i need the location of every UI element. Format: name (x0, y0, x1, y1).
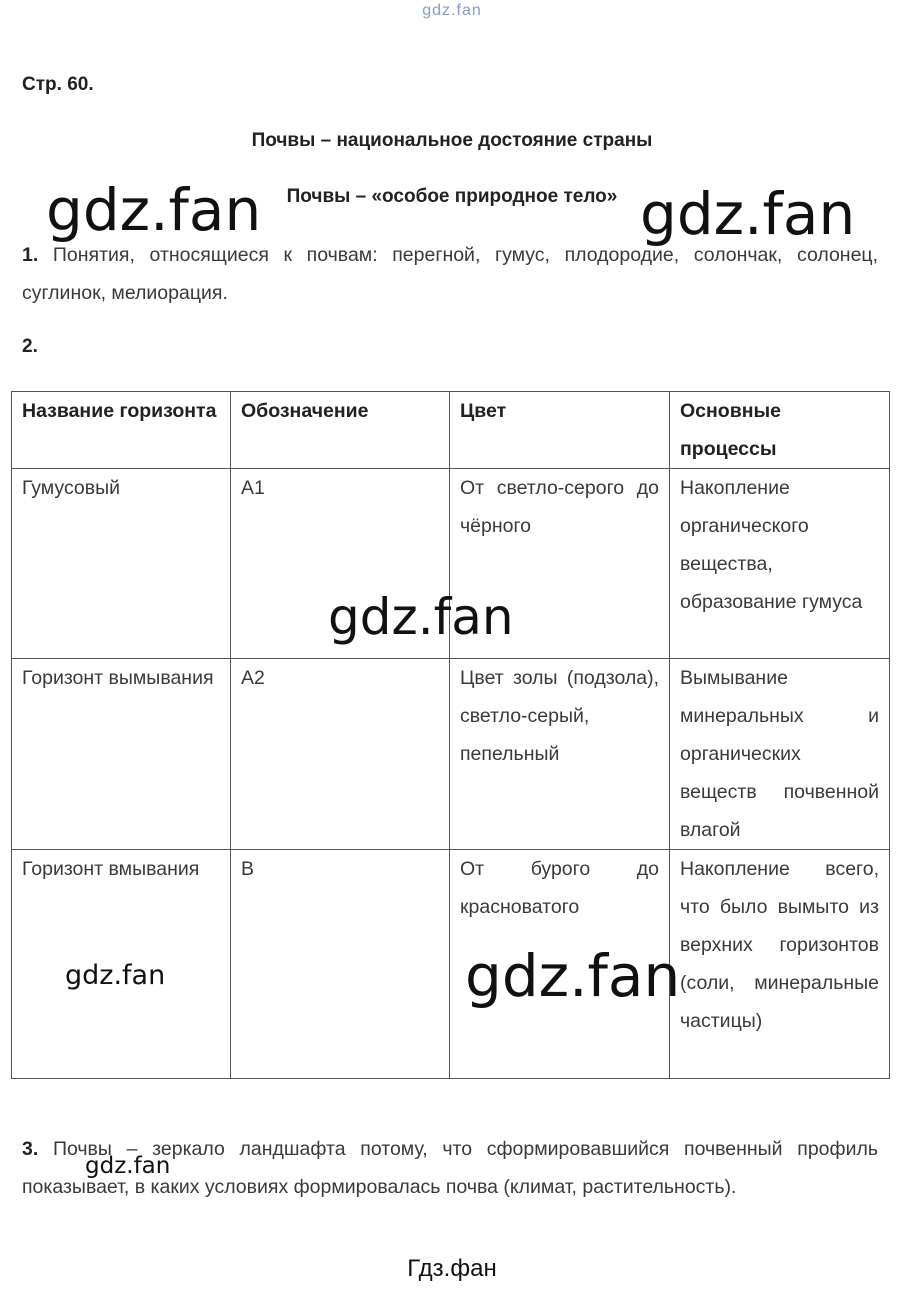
footer-watermark: Гдз.фан (407, 1255, 497, 1282)
table-cell: А2 (231, 659, 450, 850)
table-cell: Гумусовый (12, 469, 231, 659)
watermark: gdz.fan (85, 1153, 171, 1179)
table-cell: От бурого до красноватого (450, 850, 670, 1079)
top-watermark: gdz.fan (422, 2, 482, 19)
answer-1-text: Понятия, относящиеся к почвам: перегной, гумус, плодородие, солончак, солонец, суглинок, мелиорация. (22, 244, 879, 304)
page-title: Почвы – национальное достояние страны (251, 130, 653, 151)
watermark: gdz.fan (328, 588, 514, 646)
table-cell: В (231, 850, 450, 1079)
table-cell: От светло-серого до чёрного (450, 469, 670, 659)
answer-3-text: Почвы – зеркало ландшафта потому, что сформировавшийся почвенный профиль показывает, в каких условиях формировалась почва (климат, растительность). (22, 1138, 878, 1198)
watermark: gdz.fan (640, 180, 856, 248)
header-cell: Обозначение (231, 392, 450, 469)
table-cell: А1 (231, 469, 450, 659)
watermark: gdz.fan (465, 942, 681, 1010)
page-subtitle: Почвы – «особое природное тело» (286, 186, 618, 207)
answer-3-number: 3. (22, 1138, 39, 1160)
table-cell: Вымывание минеральных и органических веществ почвенной влагой (670, 659, 890, 850)
answer-2-number: 2. (22, 336, 38, 357)
table-header-row (12, 392, 890, 469)
header-cell: Основные процессы (670, 392, 890, 469)
table-cell: Накопление всего, что было вымыто из верхних горизонтов (соли, минеральные частицы) (670, 850, 890, 1079)
answer-1-number: 1. (22, 244, 39, 266)
table-cell: Цвет золы (подзола), светло-серый, пепельный (450, 659, 670, 850)
header-cell: Название горизонта (12, 392, 231, 469)
table-cell: Горизонт вмывания (12, 850, 231, 1079)
watermark: gdz.fan (65, 960, 166, 991)
watermark: gdz.fan (46, 176, 262, 244)
table-cell: Горизонт вымывания (12, 659, 231, 850)
table-row (12, 659, 890, 850)
header-cell: Цвет (450, 392, 670, 469)
table-cell: Накопление органического вещества, образование гумуса (670, 469, 890, 659)
page-number: Стр. 60. (22, 74, 94, 95)
